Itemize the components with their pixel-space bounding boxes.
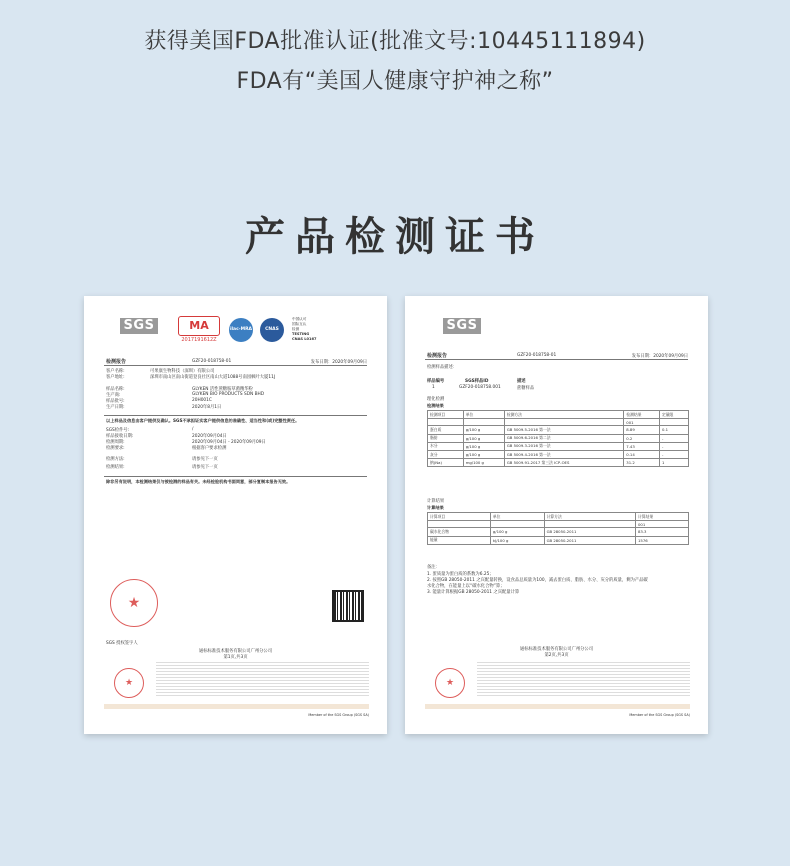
table-row: 水分 g/100 g GB 5009.3-2016 第一法 7.43 - (428, 442, 689, 450)
cma-logo: MA (178, 316, 220, 336)
section-title: 产品检测证书 (245, 214, 545, 260)
field-value: GLYKEN BIO PRODUCTS SDN BHD (192, 392, 265, 397)
issue-date: 发布日期：2020年09月09日 (310, 360, 367, 365)
table-row: 灰分 g/100 g GB 5009.4-2016 第一法 0.14 - (428, 450, 689, 458)
official-seal: ★ (110, 579, 158, 627)
official-seal-small: ★ (435, 668, 465, 698)
authorized-signer: SGS 授权签字人 (106, 641, 138, 646)
sample-col: 样品编号 (427, 379, 445, 384)
sample-cell: 1 (432, 385, 435, 390)
field-label: 样品批号: (106, 399, 125, 404)
certificate-page-1 (84, 296, 387, 734)
headline-fda-slogan: FDA有“美国人健康守护神之称” (236, 69, 554, 94)
sample-cell: GZF20-018758.001 (459, 385, 501, 390)
table-header-row: 计算项目 单位 计算方法 计算结果 (428, 513, 689, 521)
sample-col: SGS样品ID (465, 379, 489, 384)
field-value: 可果康生物科技（深圳）有限公司 (150, 369, 215, 374)
field-value: / (192, 427, 194, 432)
note-line: 2. 按照GB 28050-2011 之宾配量转换，设食品总质量为100，减去蛋白质、脂肪、水分、灰分的质量，剩为产品碳 (427, 578, 648, 583)
results-table (427, 410, 689, 467)
cnas-logo: CNAS (260, 318, 284, 342)
field-value: 20H001C (192, 398, 212, 403)
report-number: GZF20-018758-01 (192, 359, 232, 364)
section-calc: 计算结果 (427, 499, 445, 504)
section-physchem: 理化检测 (427, 397, 445, 402)
table-row: 能量 kJ/100 g GB 28050-2011 1576 (428, 536, 689, 544)
table-row: 脂肪 g/100 g GB 5009.6-2016 第二法 0.2 - (428, 434, 689, 442)
address-band (104, 704, 369, 709)
page-number: 第1页,共3页 (223, 655, 248, 660)
field-value: 深圳市南山区南山街道登良社区南山大道1088号南园枫叶大厦11J (150, 375, 276, 380)
field-label: SGS检件号: (106, 428, 130, 433)
sample-heading: 检测样品描述： (427, 365, 458, 370)
table-row: 钠(Na) mg/100 g GB 5009.91-2017 第三法 ICP-OES 31.2 1 (428, 459, 689, 467)
field-value: 请参见下一页 (192, 465, 218, 470)
company-name: 通标标准技术服务有限公司广州分公司 (519, 647, 594, 652)
field-label: 检测结果: (106, 465, 125, 470)
page-number: 第2页,共3页 (544, 653, 569, 658)
note-line: 水化合物，在能量上以“碳水化合物”算； (427, 584, 505, 589)
section-results: 检测结果 (427, 403, 444, 408)
legal-fine-print (477, 662, 690, 698)
field-label: 检测要求: (106, 446, 125, 451)
sgs-logo: SGS (120, 318, 158, 334)
field-customer-name: 客户名称: (106, 369, 125, 374)
field-label: 检测周期: (106, 440, 125, 445)
report-number: GZF20-018758-01 (517, 353, 557, 358)
sgs-member-line: Member of the SGS Group (SGS SA) (629, 713, 690, 717)
ilac-mra-logo: ilac-MRA (229, 318, 253, 342)
table-header-row: 001 (428, 521, 689, 528)
field-label: 检测方法: (106, 457, 125, 462)
report-title: 检测报告 (106, 359, 127, 365)
field-value: 2020年09月04日 - 2020年09月09日 (192, 440, 266, 445)
field-label: 客户地址: (106, 375, 125, 380)
table-header-row: 001 (428, 419, 689, 426)
note-line: 1. 蛋质量为蛋白质的系数为6.25； (427, 572, 494, 577)
cma-number: 2017191612Z (181, 337, 217, 343)
headline-fda-approval: 获得美国FDA批准认证(批准文号:10445111894) (144, 29, 646, 54)
table-row: 蛋白质 g/100 g GB 5009.5-2016 第一法 8.89 0.1 (428, 426, 689, 434)
certificate-page-2 (405, 296, 708, 734)
section-calc-results: 计算结果 (427, 505, 444, 510)
report-title: 检测报告 (427, 353, 448, 359)
field-label: 样品名称: (106, 387, 125, 392)
issue-date: 发布日期：2020年09月09日 (631, 354, 688, 359)
disclaimer: 除非另有说明，本检测结果仅与被检测的样品有关。未经检验机构书面同意，部分复制本报告无效。 (106, 479, 291, 484)
field-value: 2020年8月1日 (192, 405, 222, 410)
company-name: 通标标准技术服务有限公司广州分公司 (198, 649, 273, 654)
sample-col: 描述 (517, 379, 526, 384)
notes-title: 备注： (427, 565, 440, 570)
field-value: 2020年09月04日 (192, 434, 227, 439)
sgs-member-line: Member of the SGS Group (SGS SA) (308, 713, 369, 717)
field-label: 生产日期: (106, 405, 125, 410)
official-seal-small: ★ (114, 668, 144, 698)
field-value: 请参见下一页 (192, 457, 218, 462)
legal-fine-print (156, 662, 369, 698)
sample-cell: 蔗糖样品 (517, 386, 535, 391)
address-band (425, 704, 690, 709)
field-value: GLYKEN 活性蔗糖胺草菌精华粉 (192, 387, 253, 392)
table-header-row: 检测项目 单位 检测方法 检测结果 定量限 (428, 411, 689, 419)
qr-code (334, 592, 362, 620)
field-label: 样品接收日期: (106, 434, 134, 439)
note-line: 3. 能量计算根据GB 28050-2011 之宾配量计算 (427, 590, 520, 595)
sample-notice: 以上样品及信息由客户提供及确认。SGS不承担证实客户提供信息的准确性、适当性和(或)完整性责任。 (106, 418, 300, 423)
calc-table (427, 512, 689, 545)
table-row: 碳水化合物 g/100 g GB 28050-2011 83.3 (428, 528, 689, 536)
sgs-logo: SGS (443, 318, 481, 334)
field-label: 生产商: (106, 393, 121, 398)
cnas-caption: 中国认可 国际互认 检测 TESTING CNAS L0167 (292, 317, 317, 341)
field-value: 根据客户要求检测 (192, 446, 227, 451)
